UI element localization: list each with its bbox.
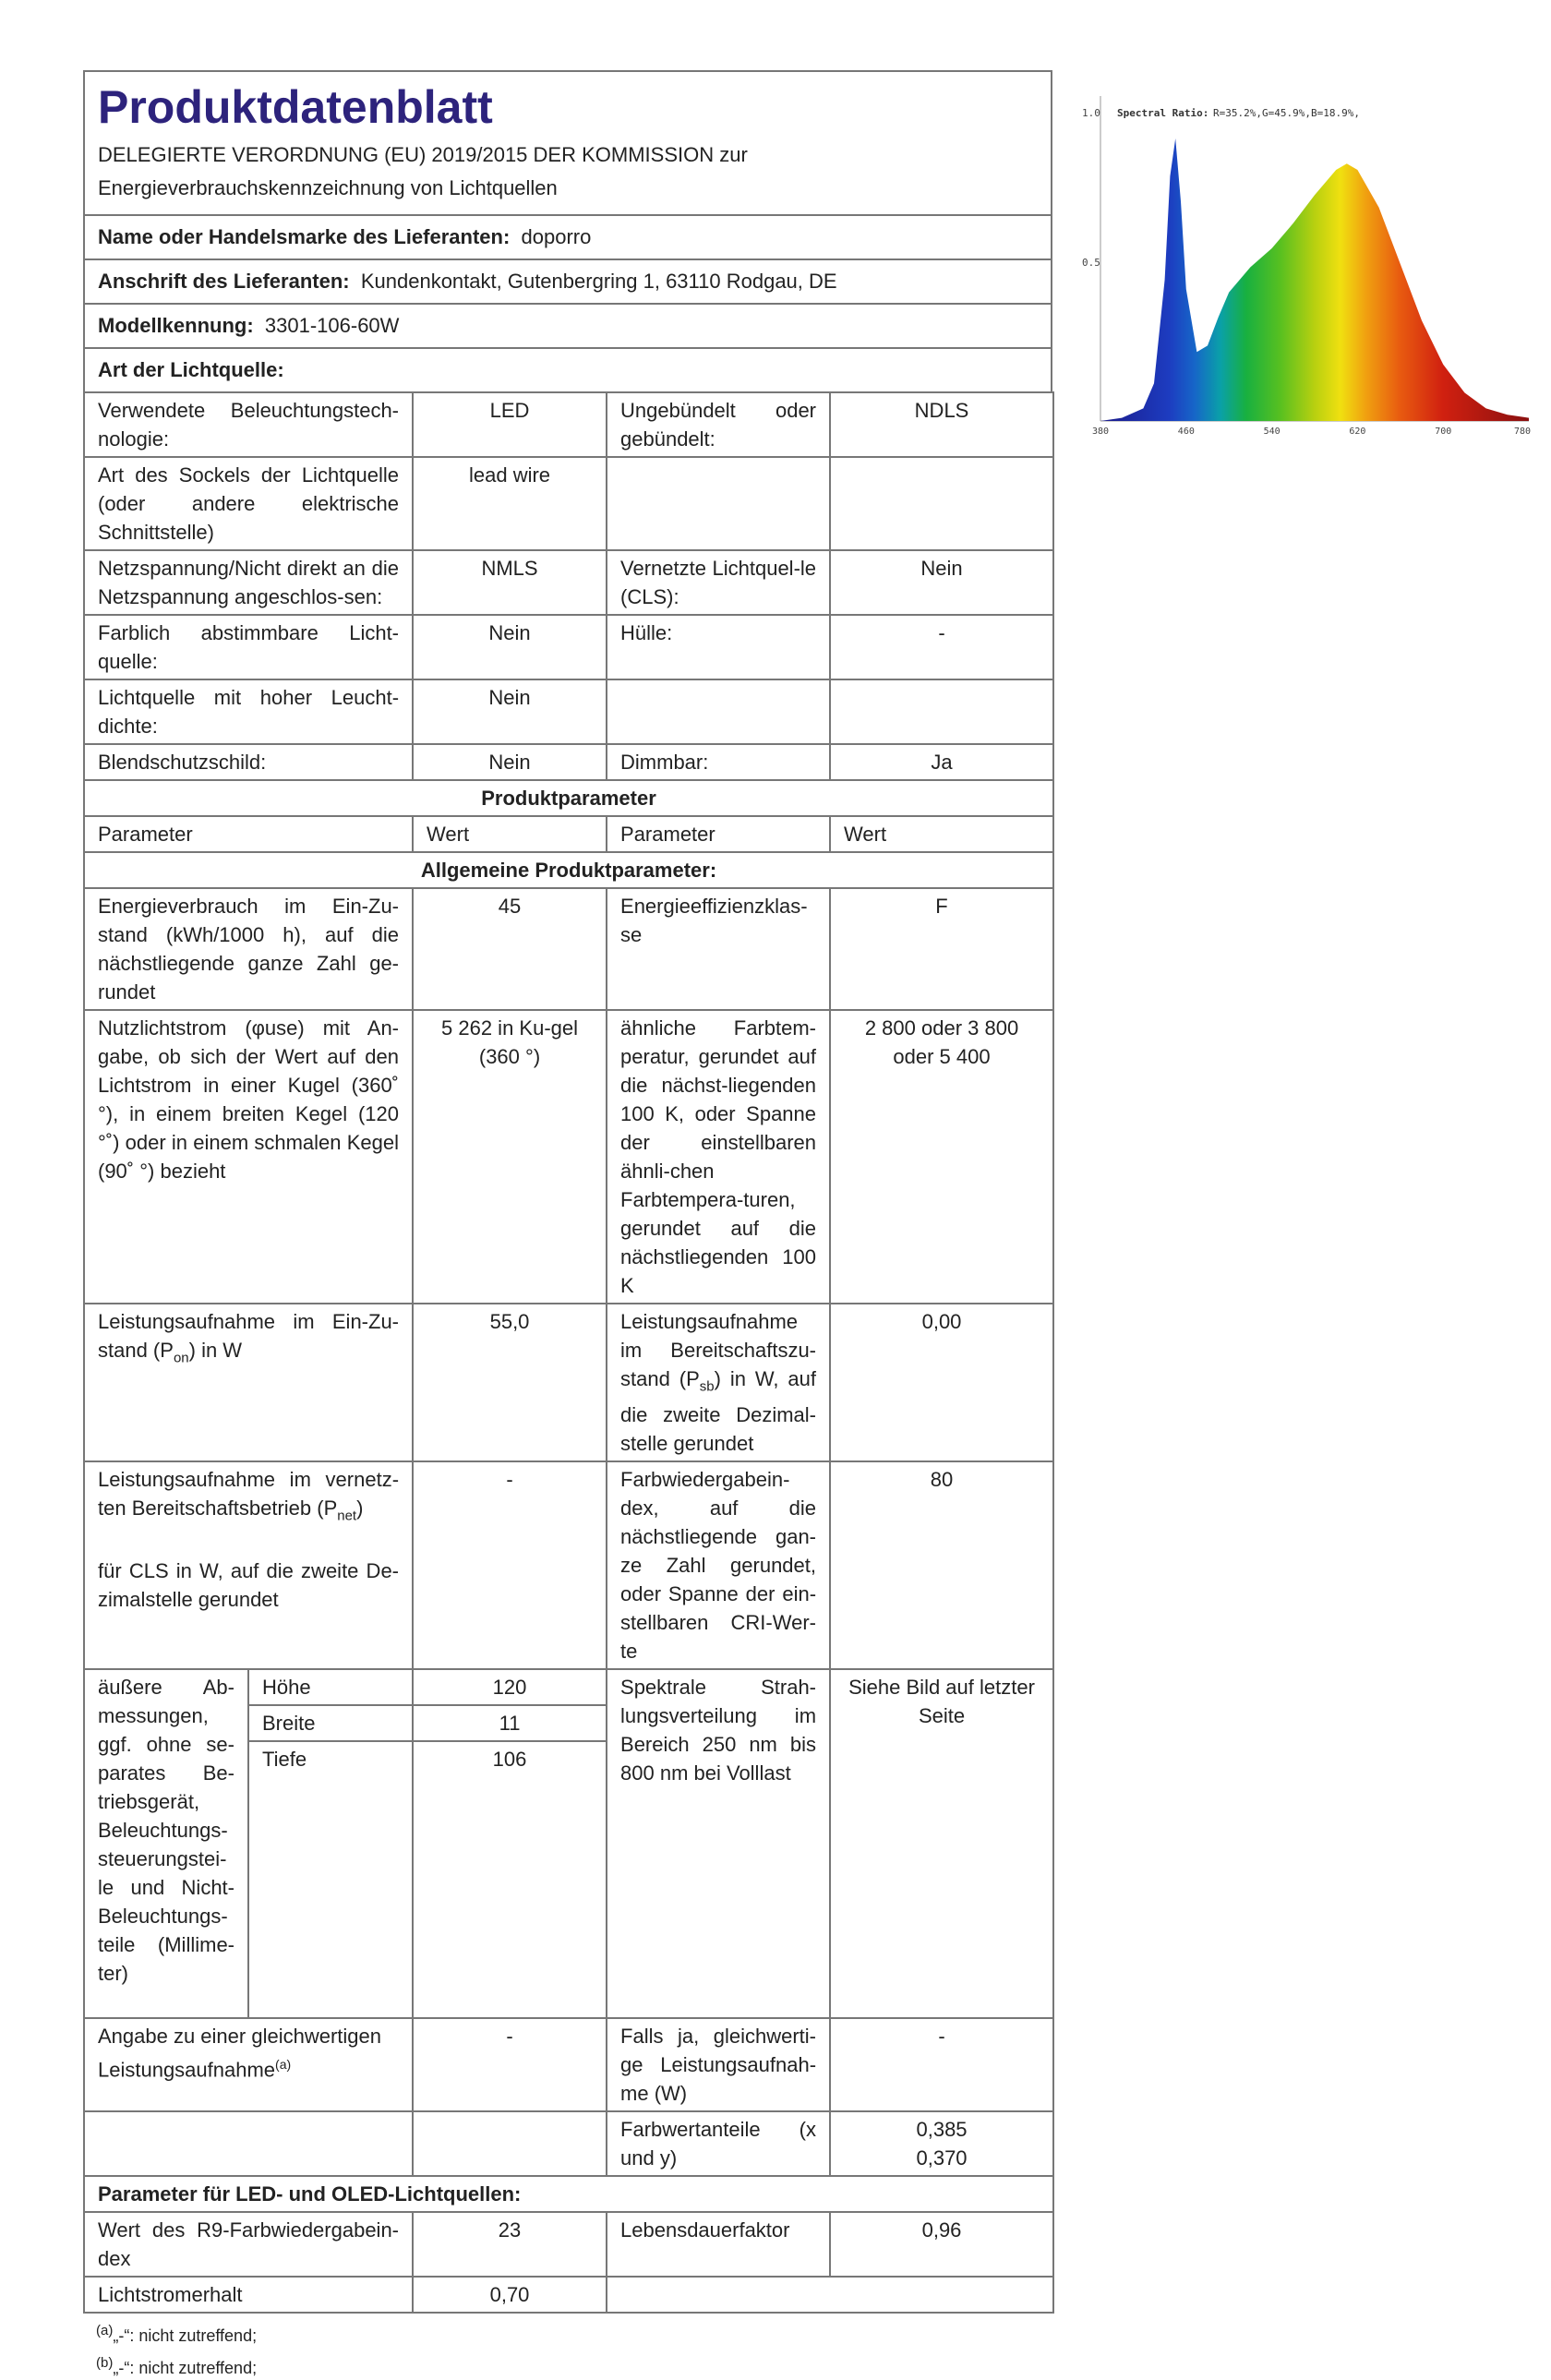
type-label-cell: Hülle: <box>607 615 830 679</box>
param-value <box>830 2111 1053 2176</box>
dimension-label: Höhe <box>248 1669 413 1705</box>
model-row <box>83 303 1052 347</box>
spectral-ratio-label: Spectral Ratio: <box>1117 107 1209 119</box>
param-label-text: Angabe zu einer gleichwertigen Leistungsaufnahme <box>98 2025 381 2082</box>
type-label: Art der Lichtquelle: <box>98 358 284 381</box>
type-value-cell: Nein <box>830 550 1053 615</box>
y-tick-label: 0.5 <box>1082 257 1100 269</box>
type-label-cell <box>607 679 830 744</box>
type-label-cell: Farblich abstimmbare Licht-quelle: <box>84 615 413 679</box>
x-tick-label: 540 <box>1263 427 1280 437</box>
address-label: Anschrift des Lieferanten: <box>98 270 350 293</box>
table-row <box>84 2176 1053 2212</box>
column-header: Parameter <box>84 816 413 852</box>
type-value-cell: LED <box>413 392 607 457</box>
table-row <box>84 615 1053 679</box>
param-value: Siehe Bild auf letzter Seite <box>830 1669 1053 2018</box>
datasheet <box>83 70 1052 2380</box>
param-label: Nutzlichtstrom (φuse) mit An-gabe, ob sich der Wert auf den Lichtstrom in einer Kugel (360˚ °), in einem breiten Kegel (120 °˚) oder in einem schmalen Kegel (90˚ °) bezieht <box>84 1010 413 1304</box>
chromaticity-x: 0,385 <box>916 2118 968 2142</box>
section-heading: Produktparameter <box>84 780 1053 816</box>
dimensions-label: äußere Ab-messungen, ggf. ohne se-parates Be-triebsgerät, Beleuchtungs-steuerungstei-le und Nicht-Beleuchtungs-teile (Millime-ter) <box>84 1669 248 2018</box>
footnote-text: „-“: nicht zutreffend; <box>113 2359 258 2378</box>
footnote <box>83 2319 1052 2348</box>
table-row <box>84 679 1053 744</box>
param-label-sub: sb <box>699 1378 715 1395</box>
type-value-cell: NDLS <box>830 392 1053 457</box>
model-label: Modellkennung: <box>98 314 254 337</box>
regulation-line-1: DELEGIERTE VERORDNUNG (EU) 2019/2015 DER KOMMISSION zur <box>98 143 748 166</box>
param-label <box>607 1304 830 1461</box>
title-block <box>83 70 1052 214</box>
type-value-cell: Nein <box>413 679 607 744</box>
dimension-value: 11 <box>413 1705 607 1741</box>
regulation-line-2: Energieverbrauchskennzeichnung von Lichtquellen <box>98 176 558 199</box>
table-row <box>84 2277 1053 2313</box>
type-value-cell: Nein <box>413 744 607 780</box>
type-value-cell: Ja <box>830 744 1053 780</box>
param-value: F <box>830 888 1053 1010</box>
dimension-value: 106 <box>413 1741 607 2018</box>
type-value-cell: Nein <box>413 615 607 679</box>
table-row <box>84 2212 1053 2277</box>
type-value-cell <box>830 679 1053 744</box>
type-label-cell: Blendschutzschild: <box>84 744 413 780</box>
type-label-cell: Verwendete Beleuchtungstech-nologie: <box>84 392 413 457</box>
type-label-cell: Dimmbar: <box>607 744 830 780</box>
param-value: 55,0 <box>413 1304 607 1461</box>
address-value: Kundenkontakt, Gutenbergring 1, 63110 Rodgau, DE <box>360 270 837 293</box>
chromaticity-y: 0,370 <box>916 2146 968 2170</box>
table-row <box>84 852 1053 888</box>
type-value-cell <box>830 457 1053 550</box>
param-value: 0,70 <box>413 2277 607 2313</box>
param-label: Lichtstromerhalt <box>84 2277 413 2313</box>
footnote-mark: (b) <box>96 2355 114 2372</box>
x-tick-label: 460 <box>1177 427 1195 437</box>
param-label: Farbwiedergabein-dex, auf die nächstliegende gan-ze Zahl gerundet, oder Spanne der ein-stellbaren CRI-Wer-te <box>607 1461 830 1669</box>
column-header: Wert <box>413 816 607 852</box>
param-value: 5 262 in Ku-gel (360 °) <box>413 1010 607 1304</box>
dimension-label: Tiefe <box>248 1741 413 2018</box>
table-row <box>84 1010 1053 1304</box>
spectrum-chart <box>1080 70 1533 439</box>
section-heading: Allgemeine Produktparameter: <box>84 852 1053 888</box>
x-tick-label: 380 <box>1092 427 1110 437</box>
type-label-cell: Netzspannung/Nicht direkt an die Netzspannung angeschlos-sen: <box>84 550 413 615</box>
table-row <box>84 744 1053 780</box>
page-title: Produktdatenblatt <box>98 81 493 133</box>
param-label: Lebensdauerfaktor <box>607 2212 830 2277</box>
footnote <box>83 2351 1052 2380</box>
type-label-cell: Art des Sockels der Lichtquelle (oder andere elektrische Schnittstelle) <box>84 457 413 550</box>
param-label: Farbwertanteile (x und y) <box>607 2111 830 2176</box>
param-label: Falls ja, gleichwerti-ge Leistungsaufnah-me (W) <box>607 2018 830 2111</box>
x-tick-label: 620 <box>1349 427 1366 437</box>
param-value: 0,96 <box>830 2212 1053 2277</box>
table-row <box>84 392 1053 457</box>
param-value: 45 <box>413 888 607 1010</box>
type-label-cell: Lichtquelle mit hoher Leucht-dichte: <box>84 679 413 744</box>
footnote-mark: (a) <box>275 2057 292 2073</box>
footnote-mark: (a) <box>96 2323 114 2339</box>
x-tick-label: 700 <box>1435 427 1452 437</box>
param-label <box>84 2018 413 2111</box>
table-row <box>84 780 1053 816</box>
type-label-cell: Vernetzte Lichtquel-le (CLS): <box>607 550 830 615</box>
empty-cell <box>607 2277 830 2313</box>
footnote-text: „-“: nicht zutreffend; <box>113 2326 258 2346</box>
param-value: - <box>413 2018 607 2111</box>
table-row <box>84 457 1053 550</box>
y-tick-label: 1.0 <box>1082 107 1100 119</box>
type-value-cell: lead wire <box>413 457 607 550</box>
param-value: 80 <box>830 1461 1053 1669</box>
empty-cell <box>830 2277 1053 2313</box>
section-heading: Parameter für LED- und OLED-Lichtquellen: <box>84 2176 1053 2212</box>
supplier-value: doporro <box>521 225 592 248</box>
table-row <box>84 1304 1053 1461</box>
empty-cell <box>413 2111 607 2176</box>
param-label-text: ) in W, auf die zweite Dezimal-stelle gerundet <box>620 1367 817 1456</box>
dimension-label: Breite <box>248 1705 413 1741</box>
dimension-value: 120 <box>413 1669 607 1705</box>
param-label: Energieeffizienzklas-se <box>607 888 830 1010</box>
param-label: ähnliche Farbtem-peratur, gerundet auf die nächst-liegenden 100 K, oder Spanne der einstellbaren ähnli-chen Farbtempera-turen, gerundet auf die nächstliegenden 100 K <box>607 1010 830 1304</box>
param-label-text: Leistungsaufnahme im Bereitschaftszu-stand (P <box>620 1310 817 1390</box>
type-label-cell: Ungebündelt oder gebündelt: <box>607 392 830 457</box>
param-label-text: Leistungsaufnahme im Ein-Zu-stand (P <box>98 1310 400 1362</box>
address-row <box>83 258 1052 303</box>
param-label-text: ) <box>356 1497 364 1521</box>
param-label: Energieverbrauch im Ein-Zu-stand (kWh/1000 h), auf die nächstliegende ganze Zahl ge-rundet <box>84 888 413 1010</box>
table-row <box>84 550 1053 615</box>
type-heading-row <box>83 347 1052 391</box>
param-label-text: ) in W <box>188 1339 243 1362</box>
param-label-text: Leistungsaufnahme im vernetz-ten Bereitschaftsbetrieb (P <box>98 1468 400 1521</box>
param-label: Wert des R9-Farbwiedergabein-dex <box>84 2212 413 2277</box>
param-label: Spektrale Strah-lungsverteilung im Bereich 250 nm bis 800 nm bei Volllast <box>607 1669 830 2018</box>
param-value: - <box>413 1461 607 1669</box>
table-row <box>84 1461 1053 1669</box>
type-value-cell: NMLS <box>413 550 607 615</box>
param-value: - <box>830 2018 1053 2111</box>
type-label-cell <box>607 457 830 550</box>
param-value: 23 <box>413 2212 607 2277</box>
empty-cell <box>84 2111 413 2176</box>
param-value: 2 800 oder 3 800 oder 5 400 <box>830 1010 1053 1304</box>
type-value-cell: - <box>830 615 1053 679</box>
supplier-label: Name oder Handelsmarke des Lieferanten: <box>98 225 511 248</box>
table-row <box>84 888 1053 1010</box>
spec-table <box>83 391 1054 2314</box>
model-value: 3301-106-60W <box>264 314 400 337</box>
param-label <box>84 1304 413 1461</box>
table-row <box>84 2018 1053 2111</box>
table-row <box>84 1669 1053 1705</box>
param-value: 0,00 <box>830 1304 1053 1461</box>
column-header: Parameter <box>607 816 830 852</box>
param-label <box>84 1461 413 1669</box>
table-row <box>84 816 1053 852</box>
param-label-sub: net <box>337 1508 357 1524</box>
table-row <box>84 2111 1053 2176</box>
supplier-row <box>83 214 1052 258</box>
param-label-sub: on <box>173 1350 189 1366</box>
spectral-ratio-value: R=35.2%,G=45.9%,B=18.9%, <box>1213 107 1360 119</box>
column-header: Wert <box>830 816 1053 852</box>
x-tick-label: 780 <box>1514 427 1532 437</box>
param-label-text: für CLS in W, auf die zweite De-zimalstelle gerundet <box>98 1558 400 1611</box>
